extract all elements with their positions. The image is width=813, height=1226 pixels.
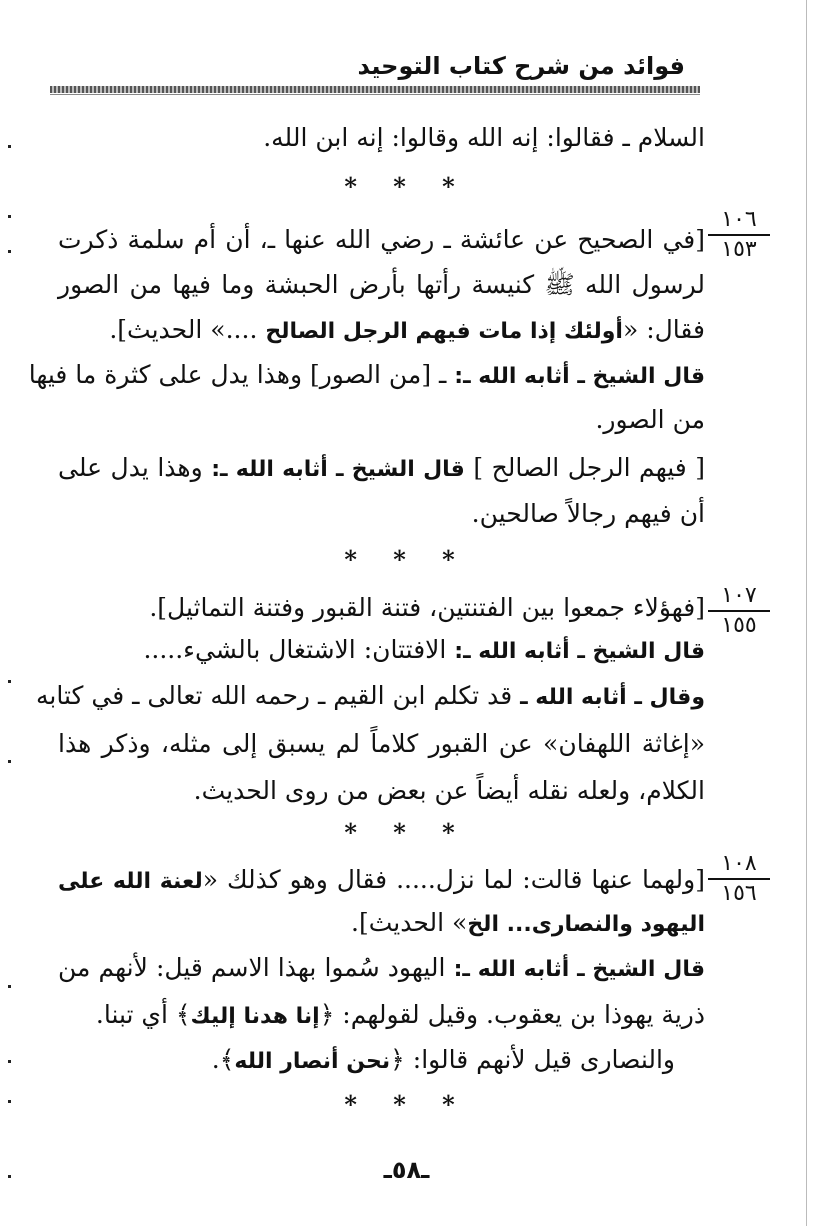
hadith-number xyxy=(708,852,770,906)
text-line: [فهؤلاء جمعوا بين الفتنتين، فتنة القبور وفتنة التماثيل]. xyxy=(149,593,705,622)
hadith-number xyxy=(708,208,770,262)
header-rule xyxy=(50,86,700,93)
section-separator: * * * xyxy=(344,545,469,574)
text-line xyxy=(96,997,705,1035)
text-line: «إغاثة اللهفان» عن القبور كلاماً لم يسبق إلى مثله، وذكر هذا xyxy=(58,729,705,758)
text-line: الكلام، ولعله نقله أيضاً عن بعض من روى الحديث. xyxy=(193,776,705,805)
text-line xyxy=(351,905,705,943)
text-line: من الصور. xyxy=(595,405,705,434)
sheikh-label: وقال ـ أثابه الله ـ xyxy=(520,685,705,710)
text-line: السلام ـ فقالوا: إنه الله وقالوا: إنه ابن الله. xyxy=(263,123,705,152)
hadith-number-top: ١٠٦ xyxy=(708,208,770,236)
text-segment: اليهود سُموا بهذا الاسم قيل: لأنهم من xyxy=(58,953,454,982)
text-line xyxy=(109,312,705,350)
text-line xyxy=(58,950,705,988)
hadith-number xyxy=(708,584,770,638)
hadith-number-bottom: ١٥٣ xyxy=(721,237,757,262)
text-line xyxy=(36,678,705,716)
text-segment: وهذا يدل على xyxy=(58,453,212,482)
bold-quote: اليهود والنصارى... الخ xyxy=(467,912,705,937)
section-separator: * * * xyxy=(344,818,469,847)
text-segment: ذرية يهوذا بن يعقوب. وقيل لقولهم: ﴿ xyxy=(319,1000,705,1029)
text-segment: » الحديث]. xyxy=(351,908,468,937)
section-separator: * * * xyxy=(344,172,469,201)
hadith-number-top: ١٠٧ xyxy=(708,584,770,612)
text-line xyxy=(58,450,705,488)
page-number: ـ٥٨ـ xyxy=(383,1156,430,1184)
text-line: أن فيهم رجالاً صالحين. xyxy=(471,499,705,528)
text-segment: والنصارى قيل لأنهم قالوا: ﴿ xyxy=(390,1045,675,1074)
text-line xyxy=(143,632,705,670)
sheikh-label: قال الشيخ ـ أثابه الله ـ: xyxy=(453,957,706,982)
text-segment: فقال: « xyxy=(622,315,705,344)
quran-quote: إنا هدنا إليك xyxy=(190,1004,320,1029)
text-line xyxy=(28,357,705,395)
text-segment: قد تكلم ابن القيم ـ رحمه الله تعالى ـ في كتابه xyxy=(36,681,521,710)
text-segment: ﴾. xyxy=(211,1045,235,1074)
text-segment: الافتتان: الاشتغال بالشيء..... xyxy=(143,635,455,664)
sheikh-label: قال الشيخ ـ أثابه الله ـ: xyxy=(211,457,465,482)
header-rule-thin xyxy=(50,94,700,95)
text-segment: [ولهما عنها قالت: لما نزل..... فقال وهو كذلك « xyxy=(202,865,705,894)
text-line: [في الصحيح عن عائشة ـ رضي الله عنها ـ، أن أم سلمة ذكرت xyxy=(58,225,705,254)
text-segment: [ فيهم الرجل الصالح ] xyxy=(464,453,705,482)
hadith-number-bottom: ١٥٦ xyxy=(721,881,757,906)
running-header-title: فوائد من شرح كتاب التوحيد xyxy=(357,52,685,80)
text-line xyxy=(58,862,705,900)
text-line xyxy=(212,1042,675,1080)
sheikh-label: قال الشيخ ـ أثابه الله ـ: xyxy=(454,639,705,664)
sheikh-label: قال الشيخ ـ أثابه الله ـ: xyxy=(454,364,705,389)
quran-quote: نحن أنصار الله xyxy=(234,1049,391,1074)
bold-quote: لعنة الله على xyxy=(58,869,203,894)
bold-quote: أولئك إذا مات فيهم الرجل الصالح xyxy=(265,319,623,344)
text-segment: ـ [من الصور] وهذا يدل على كثرة ما فيها xyxy=(28,360,455,389)
section-separator: * * * xyxy=(344,1090,469,1119)
hadith-number-top: ١٠٨ xyxy=(708,852,770,880)
hadith-number-bottom: ١٥٥ xyxy=(721,613,757,638)
text-segment: ﴾ أي تبنا. xyxy=(95,1000,191,1029)
text-line: لرسول الله ﷺ كنيسة رأتها بأرض الحبشة وما فيها من الصور xyxy=(58,270,705,299)
text-segment: ....» الحديث]. xyxy=(109,315,266,344)
